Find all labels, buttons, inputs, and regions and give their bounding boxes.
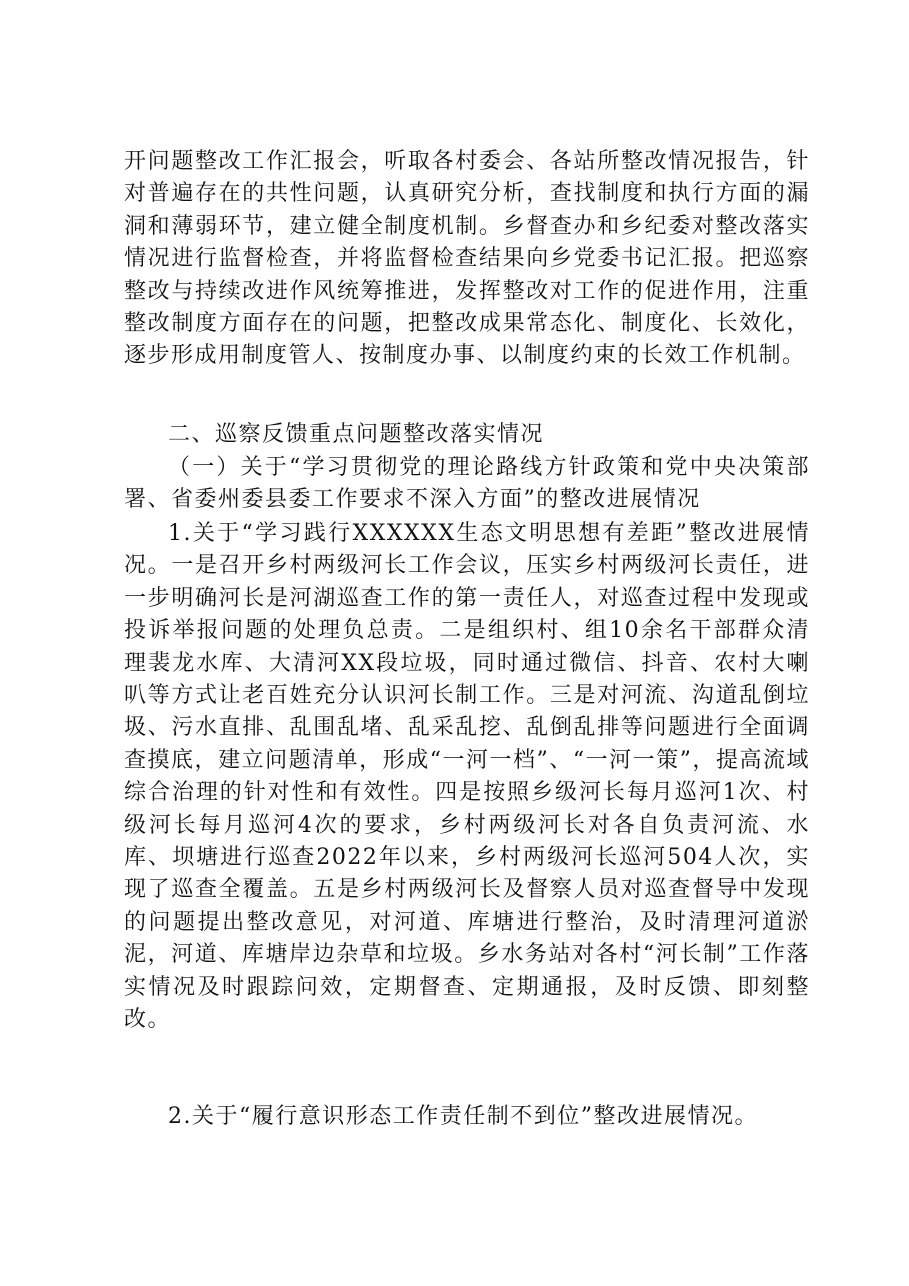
item-two-paragraph: 2.关于“履行意识形态工作责任制不到位”整改进展情况。 [168, 1104, 758, 1129]
item-one-paragraph: 1.关于“学习践行XXXXXX生态文明思想有差距”整改进展情况。一是召开乡村两级河长工作会议，压实乡村两级河长责任，进一步明确河长是河湖巡查工作的第一责任人，对巡查过程中发现或投诉举报问题的处理负总责。二是组织村、组10余名干部群众清理裴龙水库、大清河XX段垃圾，同时通过微信、抖音、农村大喇叭等方式让老百姓充分认识河长制工作。三是对河流、沟道乱倒垃圾、污水直排、乱围乱堵、乱采乱挖、乱倒乱排等问题进行全面调查摸底，建立问题清单，形成“一河一档”、“一河一策”，提高流域综合治理的针对性和有效性。四是按照乡级河长每月巡河1次、村级河长每月巡河4次的要求，乡村两级河长对各自负责河流、水库、坝塘进行巡查2022年以来，乡村两级河长巡河504人次，实现了巡查全覆盖。五是乡村两级河长及督察人员对巡查督导中发现的问题提出整改意见，对河道、库塘进行整治，及时清理河道淤泥，河道、库塘岸边杂草和垃圾。乡水务站对各村“河长制”工作落实情况及时跟踪问效，定期督查、定期通报，及时反馈、即刻整改。 [124, 521, 810, 1033]
subsection-heading-one: （一）关于“学习贯彻党的理论路线方针政策和党中央决策部署、省委州委县委工作要求不深入方面”的整改进展情况 [124, 455, 810, 513]
section-heading-two: 二、巡察反馈重点问题整改落实情况 [168, 422, 545, 447]
paragraph-continuation: 开问题整改工作汇报会，听取各村委会、各站所整改情况报告，针对普遍存在的共性问题，认真研究分析，查找制度和执行方面的漏洞和薄弱环节，建立健全制度机制。乡督查办和乡纪委对整改落实情况进行监督检查，并将监督检查结果向乡党委书记汇报。把巡察整改与持续改进作风统筹推进，发挥整改对工作的促进作用，注重整改制度方面存在的问题，把整改成果常态化、制度化、长效化，逐步形成用制度管人、按制度办事、以制度约束的长效工作机制。 [124, 149, 810, 369]
